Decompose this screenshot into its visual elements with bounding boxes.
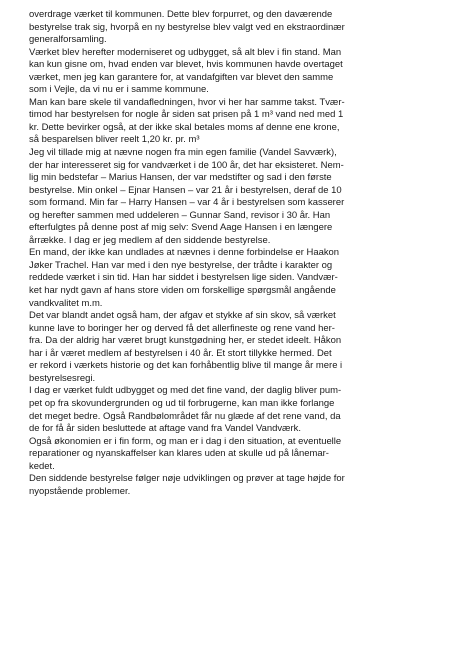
text-line: Det var blandt andet også ham, der afgav et stykke af sin skov, så værket [29, 310, 336, 322]
text-line: overdrage værket til kommunen. Dette blev forpurret, og den daværende [29, 9, 333, 20]
text-line: timod har bestyrelsen for nogle år siden sat prisen på 1 m³ vand ned med 1 [29, 109, 344, 121]
text-line: kan kun gisne om, hvad enden var blevet, hvis kommunen havde overtaget [29, 59, 343, 71]
text-line: det meget bedre. Også Randbølområdet får nu glæde af det rene vand, da [29, 410, 341, 422]
text-line: lig min bedstefar – Marius Hansen, der var medstifter og sad i den første [29, 172, 332, 184]
text-line: En mand, der ikke kan undlades at nævnes i denne forbindelse er Haakon [29, 247, 340, 259]
text-line: der har interesseret sig for vandværket i de 100 år, det har eksisteret. Nem- [29, 159, 344, 171]
text-line: pet op fra skovundergrunden og ud til forbrugerne, kan man ikke forlange [29, 397, 335, 409]
text-line: Jøker Trachel. Han var med i den nye bestyrelse, der trådte i karakter og [29, 259, 333, 271]
text-line: årrække. I dag er jeg medlem af den siddende bestyrelse. [29, 234, 271, 246]
text-line: fra. Da der aldrig har været brugt kunstgødning her, er stedet ideelt. Håkon [29, 335, 342, 347]
text-line: de for få år siden besluttede at aftage vand fra Vandel Vandværk. [29, 423, 301, 435]
text-line: bestyrelsesregi. [29, 372, 96, 384]
text-line: som formand. Min far – Harry Hansen – var 4 år i bestyrelsen som kasserer [29, 197, 345, 209]
text-line: Værket blev herefter moderniseret og udbygget, så alt blev i fin stand. Man [29, 46, 342, 58]
text-line: som i Vejle, da vi nu er i samme kommune. [29, 84, 209, 96]
text-line: Også økonomien er i fin form, og man er i dag i den situation, at eventuelle [29, 435, 342, 447]
text-line: I dag er værket fuldt udbygget og med det fine vand, der daglig bliver pum- [29, 385, 342, 397]
document-page [29, 9, 453, 498]
text-line: reddede værket i sin tid. Han har siddet i bestyrelsen lige siden. Vandvær- [29, 272, 338, 284]
text-line: bestyrelse trak sig, hvorpå en ny bestyrelse blev valgt ved en ekstraordinær [29, 21, 345, 33]
text-line: værket, men jeg kan garantere for, at vandafgiften var blevet den samme [29, 71, 334, 83]
text-line: generalforsamling. [29, 34, 107, 46]
text-line: vandkvalitet m.m. [29, 297, 103, 309]
text-line: kedet. [29, 460, 55, 472]
text-line: kunne lave to boringer her og derved få det allerfineste og rene vand her- [29, 322, 335, 334]
text-line: reparationer og nyanskaffelser kan klares uden at skulle ud på lånemar- [29, 448, 329, 460]
text-line: så besparelsen bliver reelt 1,20 kr. pr. m³ [29, 134, 200, 146]
text-line: ket har nydt gavn af hans store viden om forskellige spørgsmål angående [29, 285, 336, 297]
text-line: har i år været medlem af bestyrelsen i 40 år. Et stort tillykke hermed. Det [29, 347, 332, 359]
text-line: nyopstående problemer. [29, 485, 131, 497]
text-line: er rekord i værkets historie og det kan forhåbentlig blive til mange år mere i [29, 360, 343, 372]
text-line: kr. Dette bevirker også, at der ikke skal betales moms af denne ene krone, [29, 121, 340, 133]
text-line: Jeg vil tillade mig at nævne nogen fra min egen familie (Vandel Savværk), [29, 147, 337, 159]
text-line: efterfulgtes på denne post af mig selv: Svend Aage Hansen i en længere [29, 222, 333, 234]
text-line: Den siddende bestyrelse følger nøje udviklingen og prøver at tage højde for [29, 473, 345, 485]
text-line: Man kan bare skele til vandafledningen, hvor vi her har samme takst. Tvær- [29, 96, 345, 108]
text-line: og herefter sammen med uddeleren – Gunnar Sand, revisor i 30 år. Han [29, 209, 331, 221]
text-line: bestyrelse. Min onkel – Ejnar Hansen – var 21 år i bestyrelsen, deraf de 10 [29, 184, 342, 196]
